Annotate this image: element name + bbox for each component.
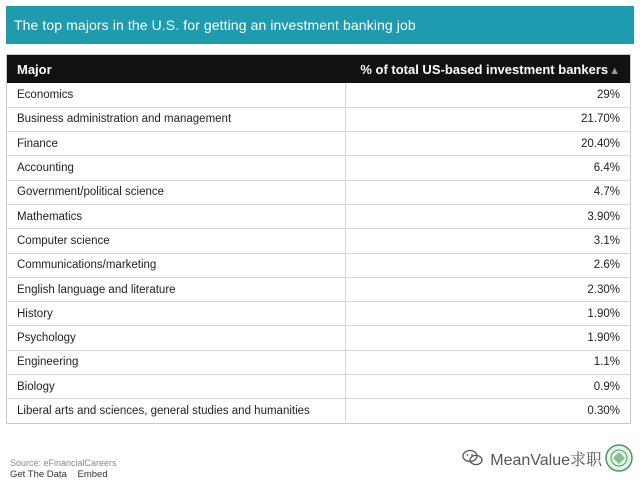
cell-percent: 3.1% <box>345 229 630 253</box>
chart-title: The top majors in the U.S. for getting an investment banking job <box>14 17 416 33</box>
cell-major: Mathematics <box>7 204 345 228</box>
cell-major: Engineering <box>7 350 345 374</box>
table-row <box>7 375 630 399</box>
table-row <box>7 83 630 107</box>
data-table <box>7 55 630 423</box>
chart-title-bar <box>6 6 634 44</box>
cell-percent: 6.4% <box>345 156 630 180</box>
cell-percent: 21.70% <box>345 107 630 131</box>
table-row <box>7 229 630 253</box>
cell-percent: 0.30% <box>345 399 630 423</box>
watermark-text: MeanValue求职 <box>490 451 602 469</box>
table-row <box>7 156 630 180</box>
cell-major: Liberal arts and sciences, general studies and humanities <box>7 399 345 423</box>
cell-percent: 4.7% <box>345 180 630 204</box>
cell-major: Biology <box>7 375 345 399</box>
data-table-container <box>6 54 631 424</box>
cell-percent: 0.9% <box>345 375 630 399</box>
cell-major: Accounting <box>7 156 345 180</box>
table-row <box>7 399 630 423</box>
table-row <box>7 326 630 350</box>
column-header-percent[interactable]: % of total US-based investment bankers▲ <box>360 61 620 77</box>
sort-ascending-icon[interactable]: ▲ <box>609 64 620 77</box>
circle-logo-icon <box>604 443 634 473</box>
source-note: Source: eFinancialCareers <box>10 458 117 468</box>
cell-percent: 3.90% <box>345 204 630 228</box>
table-header-row <box>7 55 630 83</box>
table-row <box>7 204 630 228</box>
table-row <box>7 253 630 277</box>
cell-percent: 29% <box>596 88 620 101</box>
cell-percent: 1.90% <box>345 302 630 326</box>
cell-percent: 2.30% <box>345 277 630 301</box>
table-body <box>7 83 630 423</box>
column-header-major[interactable]: Major <box>17 61 52 77</box>
cell-major: Business administration and management <box>7 107 345 131</box>
cell-percent: 2.6% <box>345 253 630 277</box>
cell-major: History <box>7 302 345 326</box>
footer-links <box>10 469 116 480</box>
cell-major: Psychology <box>7 326 345 350</box>
cell-major: English language and literature <box>7 277 345 301</box>
table-row <box>7 302 630 326</box>
table-row <box>7 180 630 204</box>
cell-percent: 20.40% <box>345 132 630 156</box>
table-row <box>7 277 630 301</box>
table-row <box>7 350 630 374</box>
table-row <box>7 107 630 131</box>
cell-major: Computer science <box>7 229 345 253</box>
cell-major: Finance <box>7 132 345 156</box>
cell-major: Government/political science <box>7 180 345 204</box>
get-the-data-link[interactable]: Get The Data <box>10 469 67 480</box>
cell-major: Communications/marketing <box>7 253 345 277</box>
cell-percent: 1.90% <box>345 326 630 350</box>
embed-link[interactable]: Embed <box>77 469 108 480</box>
chat-bubble-icon <box>462 449 484 467</box>
cell-major: Economics <box>7 83 345 107</box>
cell-percent: 1.1% <box>345 350 630 374</box>
watermark <box>462 443 634 473</box>
table-row <box>7 132 630 156</box>
